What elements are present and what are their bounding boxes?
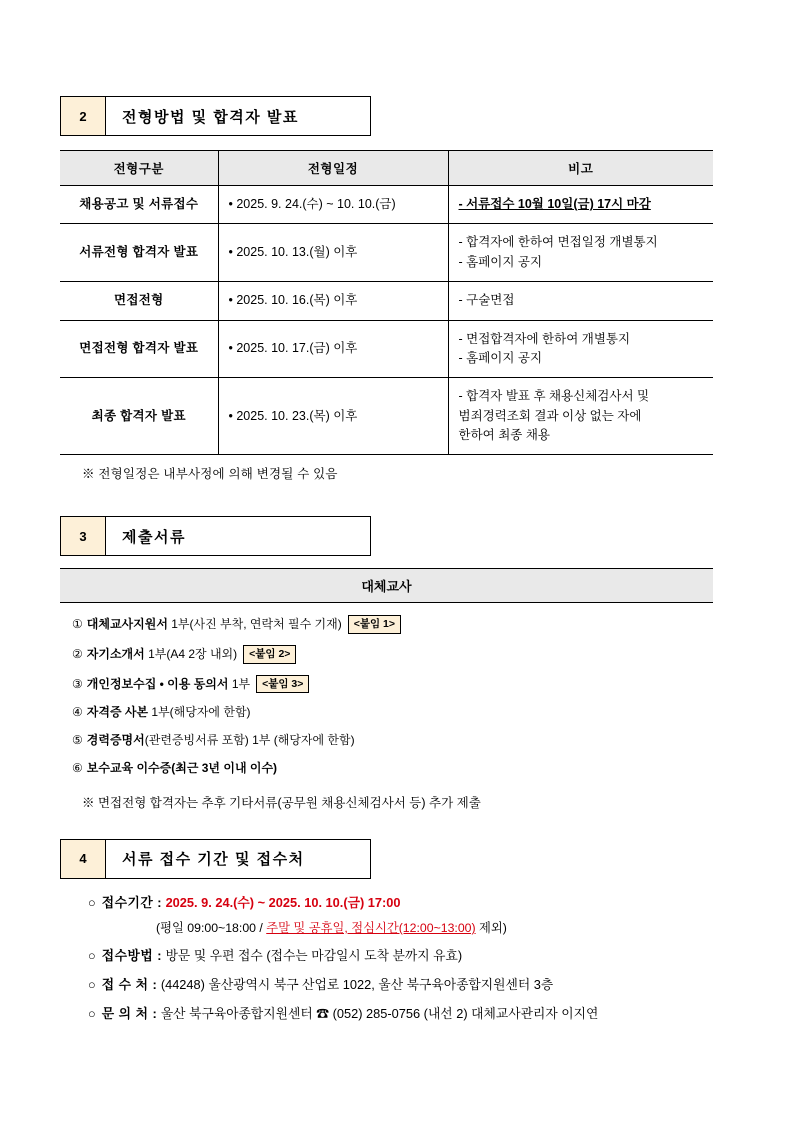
item-bold: 개인정보수집 • 이용 동의서 xyxy=(86,676,229,691)
item-bold: 경력증명서 xyxy=(86,733,145,748)
row-value: 방문 및 우편 접수 (접수는 마감일시 도착 분까지 유효) xyxy=(165,948,463,964)
cell-note xyxy=(448,320,713,378)
cell-date: • 2025. 10. 13.(월) 이후 xyxy=(218,224,448,282)
list-item xyxy=(72,760,733,777)
cell-date: • 2025. 10. 16.(목) 이후 xyxy=(218,282,448,320)
application-subnote xyxy=(156,918,733,936)
subnote-prefix: (평일 09:00~18:00 / xyxy=(156,921,267,936)
cell-date: • 2025. 10. 23.(목) 이후 xyxy=(218,378,448,455)
item-number: ① xyxy=(72,617,83,632)
note-line: - 홈페이지 공지 xyxy=(458,254,543,269)
attachment-tag: <붙임 1> xyxy=(348,615,401,634)
item-number: ② xyxy=(72,647,83,662)
item-number: ⑤ xyxy=(72,733,83,748)
list-item xyxy=(72,732,733,749)
cell-note xyxy=(448,224,713,282)
cell-note xyxy=(448,186,713,224)
cell-date: • 2025. 10. 17.(금) 이후 xyxy=(218,320,448,378)
row-value: 울산 북구육아종합지원센터 ☎ (052) 285-0756 (내선 2) 대체교사관리자 이지연 xyxy=(160,1006,599,1022)
item-bold: 보수교육 이수증(최근 3년 이내 이수) xyxy=(86,761,278,776)
table-row xyxy=(60,186,713,224)
subnote-highlight: 주말 및 공휴일, 점심시간(12:00~13:00) xyxy=(266,921,476,936)
spacer xyxy=(60,811,733,839)
cell-note xyxy=(448,282,713,320)
section-title-application: 서류 접수 기간 및 접수처 xyxy=(106,839,371,879)
documents-footnote: ※ 면접전형 합격자는 추후 기타서류(공무원 채용신체검사서 등) 추가 제출 xyxy=(82,795,481,810)
row-label: 접수방법 : xyxy=(101,948,162,964)
cell-type: 서류전형 합격자 발표 xyxy=(60,224,218,282)
item-rest: 1부(A4 2장 내외) xyxy=(144,647,238,662)
table-row xyxy=(60,282,713,320)
cell-type: 최종 합격자 발표 xyxy=(60,378,218,455)
list-item-location xyxy=(88,975,733,994)
th-type: 전형구분 xyxy=(60,151,218,186)
selection-footnote: ※ 전형일정은 내부사정에 의해 변경될 수 있음 xyxy=(82,467,338,482)
row-label: 접수기간 : xyxy=(101,894,162,910)
table-header-row xyxy=(60,151,713,186)
section-heading-selection xyxy=(60,96,733,136)
application-list xyxy=(60,893,733,912)
table-row xyxy=(60,224,713,282)
cell-date: • 2025. 9. 24.(수) ~ 10. 10.(금) xyxy=(218,186,448,224)
th-note: 비고 xyxy=(448,151,713,186)
selection-schedule-table xyxy=(60,150,713,455)
note-line: 범죄경력조회 결과 이상 없는 자에 xyxy=(458,408,642,423)
bullet-circle-icon: ○ xyxy=(88,1006,96,1022)
item-number: ④ xyxy=(72,705,83,720)
item-number: ③ xyxy=(72,676,83,691)
list-item-contact xyxy=(88,1004,733,1023)
item-bold: 자기소개서 xyxy=(86,647,145,662)
section-heading-application xyxy=(60,839,733,879)
note-line: - 합격자에 한하여 면접일정 개별통지 xyxy=(458,235,658,250)
th-date: 전형일정 xyxy=(218,151,448,186)
note-line: - 면접합격자에 한하여 개별통지 xyxy=(458,331,631,346)
row-value: (44248) 울산광역시 북구 산업로 1022, 울산 북구육아종합지원센터 3층 xyxy=(160,977,554,993)
section-number-2: 2 xyxy=(60,96,106,136)
item-rest: 1부(사진 부착, 연락처 필수 기재) xyxy=(167,617,342,632)
subnote-suffix: 제외) xyxy=(475,921,507,936)
bullet-circle-icon: ○ xyxy=(88,948,96,964)
row-value: 2025. 9. 24.(수) ~ 2025. 10. 10.(금) 17:00 xyxy=(165,894,401,910)
note-line: - 홈페이지 공지 xyxy=(458,350,543,365)
bullet-circle-icon: ○ xyxy=(88,894,96,910)
cell-type: 채용공고 및 서류접수 xyxy=(60,186,218,224)
table-row xyxy=(60,320,713,378)
item-bold: 대체교사지원서 xyxy=(86,617,168,632)
bullet-circle-icon: ○ xyxy=(88,977,96,993)
section-title-documents: 제출서류 xyxy=(106,516,371,556)
section-heading-documents xyxy=(60,516,733,556)
application-list-rest xyxy=(60,946,733,1024)
list-item xyxy=(72,704,733,721)
section-number-4: 4 xyxy=(60,839,106,879)
documents-list xyxy=(60,615,733,776)
spacer xyxy=(60,482,733,516)
item-number: ⑥ xyxy=(72,761,83,776)
note-line: 한하여 최종 채용 xyxy=(458,428,550,442)
item-rest: 1부 xyxy=(228,676,251,691)
attachment-tag: <붙임 3> xyxy=(256,675,309,694)
list-item xyxy=(72,645,733,664)
top-spacer xyxy=(60,0,733,96)
row-label: 문 의 처 : xyxy=(101,1006,158,1022)
attachment-tag: <붙임 2> xyxy=(243,645,296,664)
cell-note xyxy=(448,378,713,455)
item-rest: 1부(해당자에 한함) xyxy=(148,705,251,720)
item-rest: (관련증빙서류 포함) 1부 (해당자에 한함) xyxy=(144,733,355,748)
section-number-3: 3 xyxy=(60,516,106,556)
list-item-method xyxy=(88,946,733,965)
note-line: - 합격자 발표 후 채용신체검사서 및 xyxy=(458,389,650,404)
row-label: 접 수 처 : xyxy=(101,977,158,993)
table-row xyxy=(60,378,713,455)
documents-band-label: 대체교사 xyxy=(60,568,713,603)
cell-type: 면접전형 xyxy=(60,282,218,320)
list-item-period xyxy=(88,893,733,912)
section-title-selection: 전형방법 및 합격자 발표 xyxy=(106,96,371,136)
list-item xyxy=(72,615,733,634)
list-item xyxy=(72,675,733,694)
cell-type: 면접전형 합격자 발표 xyxy=(60,320,218,378)
note-line: - 서류접수 10월 10일(금) 17시 마감 xyxy=(458,197,651,211)
item-bold: 자격증 사본 xyxy=(86,705,149,720)
note-line: - 구술면접 xyxy=(458,293,515,308)
